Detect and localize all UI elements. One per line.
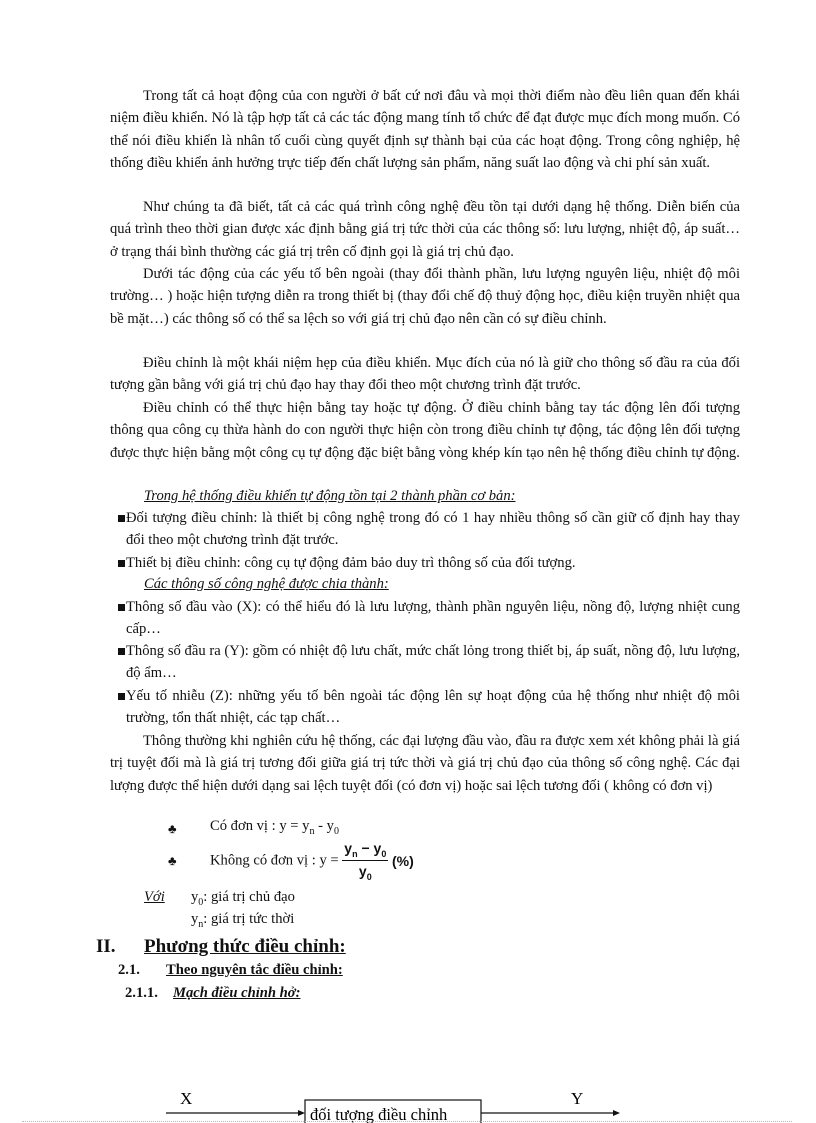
list-item: Thiết bị điều chỉnh: công cụ tự động đảm bảo duy trì thông số của đối tượng. bbox=[110, 552, 740, 574]
paragraph-process: Như chúng ta đã biết, tất cả các quá trình công nghệ đều tồn tại dưới dạng hệ thống. Diễn biến của quá trình theo thời gian được xác định bằng giá trị tức thời của các thông số: lưu lượng, nhiệt độ, áp suất… ở trạng thái bình thường các giá trị trên cố định gọi là giá trị chủ đạo. bbox=[110, 199, 740, 260]
paragraph-regulation-definition: Điều chỉnh là một khái niệm hẹp của điều khiển. Mục đích của nó là giữ cho thông số đầu ra của đối tượng gần bằng với giá trị chủ đạo hay thay đổi theo một chương trình đặt trước. bbox=[110, 355, 740, 394]
square-bullet-icon bbox=[118, 693, 125, 700]
input-arrowhead bbox=[298, 1110, 305, 1116]
subsubsection-heading: 2.1.1. Mạch điều chỉnh hở: bbox=[125, 985, 301, 1001]
square-bullet-icon bbox=[118, 560, 125, 567]
square-bullet-icon bbox=[118, 515, 125, 522]
list-item: Thông số đầu vào (X): có thể hiểu đó là lưu lượng, thành phần nguyên liệu, nồng độ, lượng nhiệt cung cấp… bbox=[110, 596, 740, 641]
paragraph-external-factors: Dưới tác động của các yếu tố bên ngoài (thay đổi thành phần, lưu lượng nguyên liệu, nhiệt độ môi trường… ) hoặc hiện tượng diễn ra trong thiết bị (thay đổi chế độ thuỷ động học, điều kiện truyền nhiệt qua bề mặt…) các thông số có thể sa lệch so với giá trị chủ đạo nên cần có sự điều chỉnh. bbox=[110, 266, 740, 327]
subheading-parameters: Các thông số công nghệ được chia thành: bbox=[144, 576, 389, 592]
list-item: Yếu tố nhiễu (Z): những yếu tố bên ngoài tác động lên sự hoạt động của hệ thống như nhiệt độ môi trường, tổn thất nhiệt, các tạp chất… bbox=[110, 685, 740, 730]
page-bottom-divider bbox=[22, 1121, 792, 1122]
paragraph-intro: Trong tất cả hoạt động của con người ở bất cứ nơi đâu và mọi thời điểm nào đều liên quan đến khái niệm điều khiển. Nó là tập hợp tất cả các tác động mang tính tổ chức để đạt được mục đích mong muốn. Có thể nói điều khiển là nhân tố cuối cùng quyết định sự thành bại của các hoạt động. Trong công nghiệp, hệ thống điều khiển ảnh hưởng trực tiếp đến chất lượng sản phẩm, năng suất lao động và chi phí sản xuất. bbox=[110, 88, 740, 171]
square-bullet-icon bbox=[118, 604, 125, 611]
formula-absolute-deviation: Có đơn vị : $y = y_n - y_0$ bbox=[210, 818, 339, 837]
paragraph-manual-automatic: Điều chỉnh có thể thực hiện bằng tay hoặc tự động. Ở điều chỉnh bằng tay tác động lên đối tượng thông qua công cụ thừa hành do con người thực hiện còn trong điều chỉnh tự động, tác động lên đối tượng được thực hiện bằng một công cụ tự động đặc biệt bằng vòng khép kín tạo nên hệ thống điều chỉnh tự động. bbox=[110, 400, 740, 461]
paragraph-relative-values: Thông thường khi nghiên cứu hệ thống, các đại lượng đầu vào, đầu ra được xem xét không phải là giá trị tuyệt đối mà là giá trị tương đối giữa giá trị tức thời và giá trị chủ đạo của thông số công nghệ. Các đại lượng được thể hiện dưới dạng sai lệch tuyệt đối (có đơn vị) hoặc sai lệch tương đối ( không có đơn vị) bbox=[110, 733, 740, 794]
list-item: Đối tượng điều chỉnh: là thiết bị công nghệ trong đó có 1 hay nhiều thông số cần giữ cố định hay thay đổi theo một chương trình đặt trước. bbox=[110, 507, 740, 552]
section-heading: II. Phương thức điều chỉnh: bbox=[96, 936, 346, 957]
subheading-components: Trong hệ thống điều khiển tự động tồn tại 2 thành phần cơ bản: bbox=[144, 488, 516, 504]
list-item: Thông số đầu ra (Y): gồm có nhiệt độ lưu chất, mức chất lỏng trong thiết bị, áp suất, nồng độ, lưu lượng, độ ẩm… bbox=[110, 640, 740, 685]
output-label: Y bbox=[571, 1089, 584, 1108]
club-bullet-icon: ♣ bbox=[168, 853, 177, 868]
open-loop-diagram bbox=[0, 1080, 816, 1123]
definition-yn: $y_n$: giá trị tức thời bbox=[191, 911, 295, 930]
fraction: $\frac{y_n - y_0}{y_0}$ bbox=[344, 840, 387, 882]
with-label: Với bbox=[144, 889, 165, 905]
output-arrowhead bbox=[613, 1110, 620, 1116]
formula-relative-deviation: Không có đơn vị : y = $\frac{y_n - y_0}{y_0}$ (%) bbox=[210, 840, 414, 882]
input-label: X bbox=[180, 1089, 193, 1108]
club-bullet-icon: ♣ bbox=[168, 821, 177, 836]
square-bullet-icon bbox=[118, 648, 125, 655]
definition-y0: $y_0$: giá trị chủ đạo bbox=[191, 889, 295, 908]
process-box-label: đối tượng điều chỉnh bbox=[310, 1105, 448, 1123]
subsection-heading: 2.1. Theo nguyên tắc điều chỉnh: bbox=[118, 962, 343, 978]
